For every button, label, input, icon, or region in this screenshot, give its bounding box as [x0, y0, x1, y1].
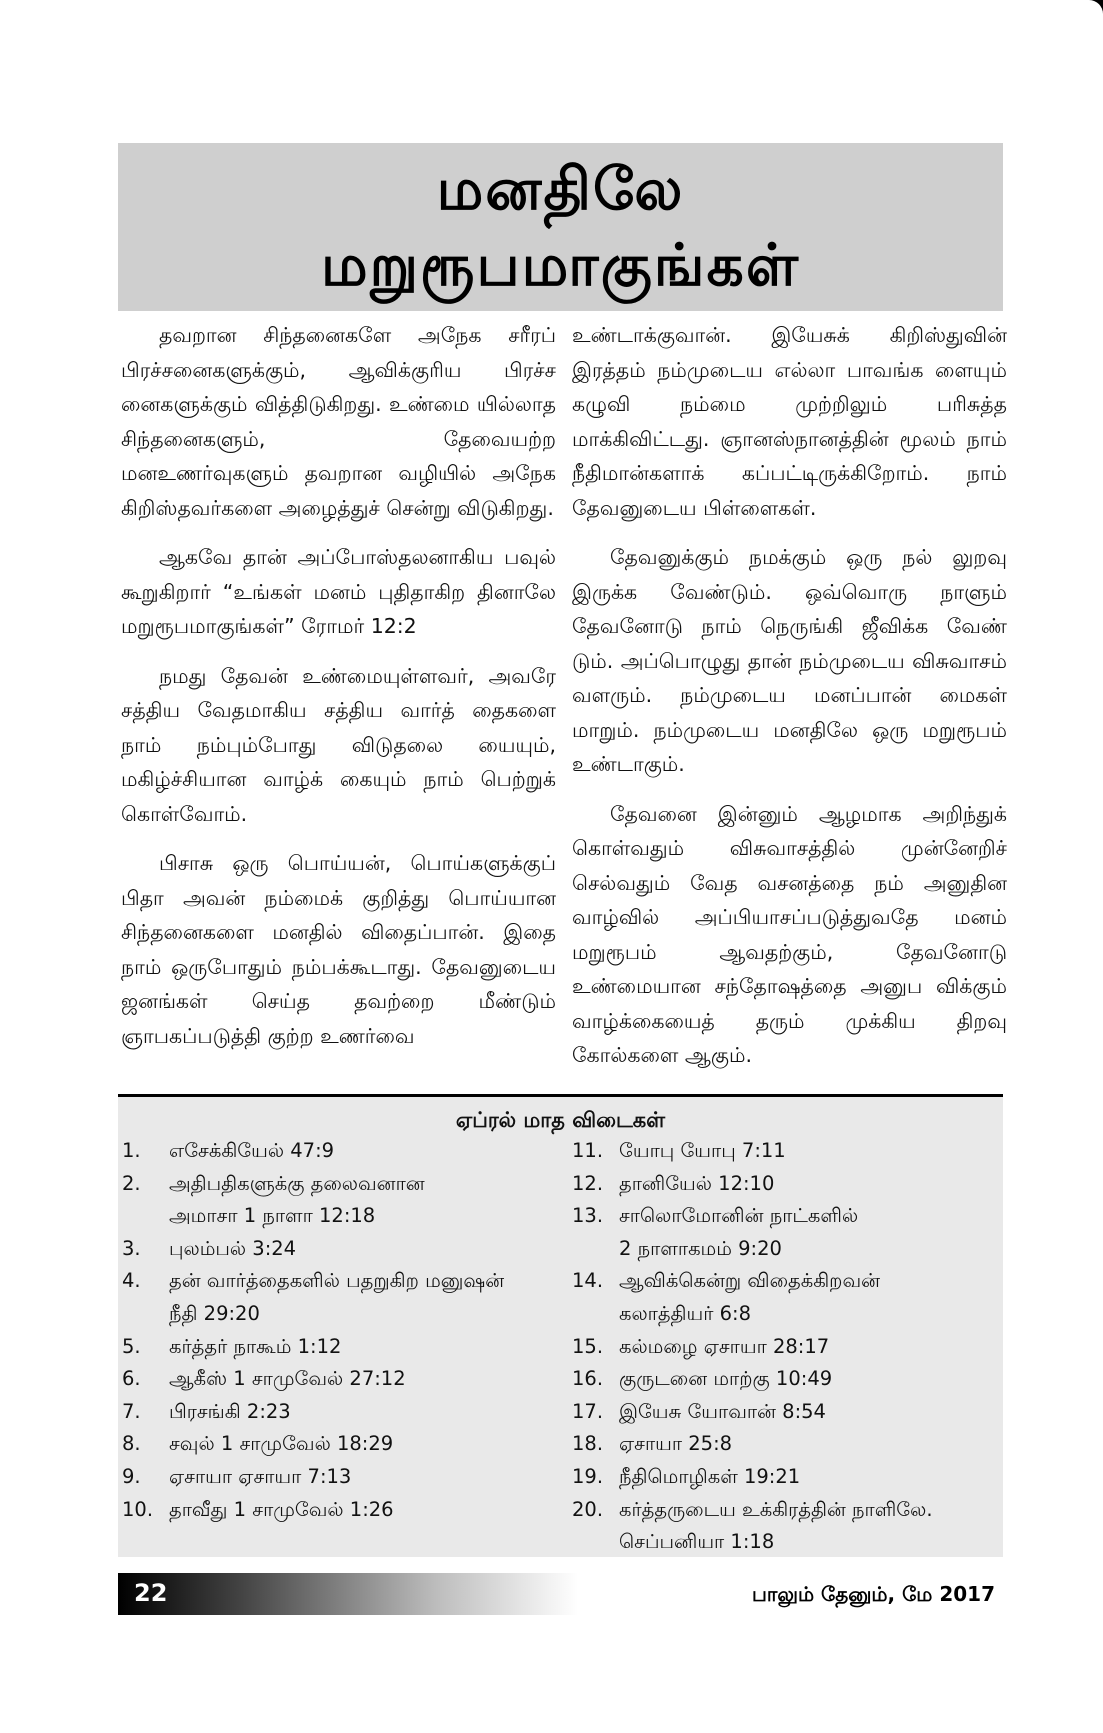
answer-line: கர்த்தர் நாகூம் 1:12 [169, 1334, 342, 1358]
answer-line: ஏசாயா ஏசாயா 7:13 [169, 1464, 352, 1488]
answer-line: நீதிமொழிகள் 19:21 [619, 1464, 801, 1488]
answer-line: 2 நாளாகமம் 9:20 [619, 1236, 782, 1260]
answer-number: 5. [122, 1334, 141, 1358]
answer-line: சாலொமோனின் நாட்களில் [619, 1204, 859, 1228]
answer-text [169, 1461, 542, 1494]
answers-heading: ஏப்ரல் மாத விடைகள் [455, 1108, 666, 1132]
answer-number: 13. [572, 1204, 604, 1228]
answer-item [572, 1135, 992, 1168]
answer-number: 7. [122, 1399, 141, 1423]
paragraph: பிசாசு ஒரு பொய்யன், பொய்களுக்குப் பிதா அவன் நம்மைக் குறித்து பொய்யான சிந்தனைகளை மனதில் விதைப்பான். இதை நாம் ஒருபோதும் நம்பக்கூடாது. தேவனுடைய ஜனங்கள் செய்த தவற்றை மீண்டும் ஞாபகப்படுத்தி குற்ற உணர்வை [121, 851, 556, 1048]
answers-column-right [572, 1135, 992, 1559]
answer-number: 3. [122, 1236, 141, 1260]
page-number: 22 [134, 1579, 168, 1607]
answer-text [619, 1200, 992, 1265]
answer-number: 16. [572, 1367, 604, 1391]
answer-item [122, 1494, 542, 1527]
answer-text [619, 1494, 992, 1559]
answer-line: எசேக்கியேல் 47:9 [169, 1139, 335, 1162]
page-title-line-2: மறுரூபமாகுங்கள் [320, 231, 801, 299]
paragraph: தேவனை இன்னும் ஆழமாக அறிந்துக் கொள்வதும் விசுவாசத்தில் முன்னேறிச் செல்வதும் வேத வசனத்தை நம் அனுதின வாழ்வில் அப்பியாசப்படுத்துவதே மனம் மறுரூபம் ஆவதற்கும், தேவனோடு உண்மையான சந்தோஷத்தை அனுப விக்கும் வாழ்க்கையைத் தரும் முக்கிய திறவு கோல்களை ஆகும். [572, 801, 1007, 1067]
answer-number: 10. [122, 1497, 154, 1521]
paragraph: தேவனுக்கும் நமக்கும் ஒரு நல் லுறவு இருக்க வேண்டும். ஒவ்வொரு நாளும் தேவனோடு நாம் நெருங்கி ஜீவிக்க வேண் டும். அப்பொழுது தான் நம்முடைய விசுவாசம் வளரும். நம்முடைய மனப்பான் மைகள் மாறும். நம்முடைய மனதிலே ஒரு மறுரூபம் உண்டாகும். [572, 545, 1007, 776]
answer-line: ஏசாயா 25:8 [619, 1432, 733, 1456]
answer-line: தன் வார்த்தைகளில் பதறுகிற மனுஷன் [169, 1269, 505, 1293]
answer-text [619, 1428, 992, 1461]
answer-line: புலம்பல் 3:24 [169, 1236, 297, 1260]
answer-line: அமாசா 1 நாளா 12:18 [169, 1204, 376, 1228]
answer-item [122, 1461, 542, 1494]
answer-item [122, 1428, 542, 1461]
answer-text [169, 1233, 542, 1266]
answer-item [572, 1200, 992, 1265]
answer-text [619, 1396, 992, 1429]
answer-text [169, 1265, 542, 1330]
answer-text [619, 1331, 992, 1364]
answer-line: செப்பனியா 1:18 [619, 1530, 775, 1554]
answer-line: குருடனை மாற்கு 10:49 [619, 1367, 833, 1391]
answer-line: தானியேல் 12:10 [619, 1171, 775, 1195]
answer-number: 12. [572, 1171, 604, 1195]
answer-item [122, 1265, 542, 1330]
answer-text [169, 1494, 542, 1527]
answer-line: பிரசங்கி 2:23 [169, 1399, 291, 1423]
answer-item [122, 1168, 542, 1233]
answer-line: கலாத்தியர் 6:8 [619, 1301, 752, 1325]
answer-number: 4. [122, 1269, 141, 1293]
answer-text [169, 1363, 542, 1396]
answer-item [122, 1135, 542, 1168]
answer-number: 1. [122, 1139, 141, 1162]
answer-number: 17. [572, 1399, 604, 1423]
answers-box [118, 1094, 1003, 1557]
answer-line: ஆகீஸ் 1 சாமுவேல் 27:12 [169, 1367, 406, 1391]
answer-number: 20. [572, 1497, 604, 1521]
answer-line: இயேசு யோவான் 8:54 [619, 1399, 826, 1423]
answer-number: 19. [572, 1464, 604, 1488]
answer-line: சவுல் 1 சாமுவேல் 18:29 [169, 1432, 394, 1456]
paragraph: தவறான சிந்தனைகளே அநேக சரீரப் பிரச்சனைகளுக்கும், ஆவிக்குரிய பிரச்ச னைகளுக்கும் வித்திடுகிறது. உண்மை யில்லாத சிந்தனைகளும், தேவையற்ற மனஉணர்வுகளும் தவறான வழியில் அநேக கிறிஸ்தவர்களை அழைத்துச் சென்று விடுகிறது. [121, 323, 556, 520]
answer-item [572, 1396, 992, 1429]
answer-item [572, 1461, 992, 1494]
answer-item [122, 1331, 542, 1364]
answer-item [122, 1233, 542, 1266]
answer-number: 11. [572, 1139, 604, 1162]
answer-item [572, 1428, 992, 1461]
answer-text [619, 1363, 992, 1396]
answer-number: 9. [122, 1464, 141, 1488]
answer-item [572, 1265, 992, 1330]
title-banner [118, 143, 1003, 311]
answer-item [572, 1331, 992, 1364]
answer-text [169, 1168, 542, 1233]
footer-bar [118, 1573, 1003, 1615]
answer-text [619, 1135, 992, 1168]
answer-number: 15. [572, 1334, 604, 1358]
answer-line: ஆவிக்கென்று விதைக்கிறவன் [619, 1269, 881, 1293]
answer-item [572, 1494, 992, 1559]
answer-text [619, 1265, 992, 1330]
answer-line: கல்மழை ஏசாயா 28:17 [619, 1334, 830, 1358]
answer-number: 6. [122, 1367, 141, 1391]
page-title-line-1: மனதிலே [436, 155, 685, 223]
paragraph: உண்டாக்குவான். இயேசுக் கிறிஸ்துவின் இரத்தம் நம்முடைய எல்லா பாவங்க ளையும் கழுவி நம்மை முற்றிலும் பரிசுத்த மாக்கிவிட்டது. ஞானஸ்நானத்தின் மூலம் நாம் நீதிமான்களாக் கப்பட்டிருக்கிறோம். நாம் தேவனுடைய பிள்ளைகள். [572, 323, 1007, 520]
answer-text [169, 1331, 542, 1364]
article-column-right [572, 318, 1007, 1088]
answer-line: நீதி 29:20 [169, 1301, 260, 1325]
answer-number: 8. [122, 1432, 141, 1456]
paragraph: ஆகவே தான் அப்போஸ்தலனாகிய பவுல் கூறுகிறார் “உங்கள் மனம் புதிதாகிற தினாலே மறுரூபமாகுங்கள்” ரோமர் 12:2 [121, 545, 556, 638]
answer-text [619, 1461, 992, 1494]
answer-number: 14. [572, 1269, 604, 1293]
answer-text [169, 1396, 542, 1429]
answer-number: 18. [572, 1432, 604, 1456]
answer-line: கர்த்தருடைய உக்கிரத்தின் நாளிலே. [619, 1497, 933, 1521]
answer-text [169, 1428, 542, 1461]
answer-line: யோபு யோபு 7:11 [619, 1139, 786, 1162]
answer-number: 2. [122, 1171, 141, 1195]
answer-line: தாவீது 1 சாமுவேல் 1:26 [169, 1497, 394, 1521]
magazine-issue: பாலும் தேனும், மே 2017 [752, 1582, 995, 1606]
answers-column-left [122, 1135, 542, 1526]
answer-text [619, 1168, 992, 1201]
paragraph: நமது தேவன் உண்மையுள்ளவர், அவரே சத்திய வேதமாகிய சத்திய வார்த் தைகளை நாம் நம்பும்போது விடுதலை யையும், மகிழ்ச்சியான வாழ்க் கையும் நாம் பெற்றுக் கொள்வோம். [121, 663, 556, 826]
answer-line: அதிபதிகளுக்கு தலைவனான [169, 1171, 425, 1195]
answer-item [122, 1396, 542, 1429]
answer-item [122, 1363, 542, 1396]
answer-item [572, 1363, 992, 1396]
answer-item [572, 1168, 992, 1201]
article-column-left [121, 318, 556, 1068]
answer-text [169, 1135, 542, 1168]
